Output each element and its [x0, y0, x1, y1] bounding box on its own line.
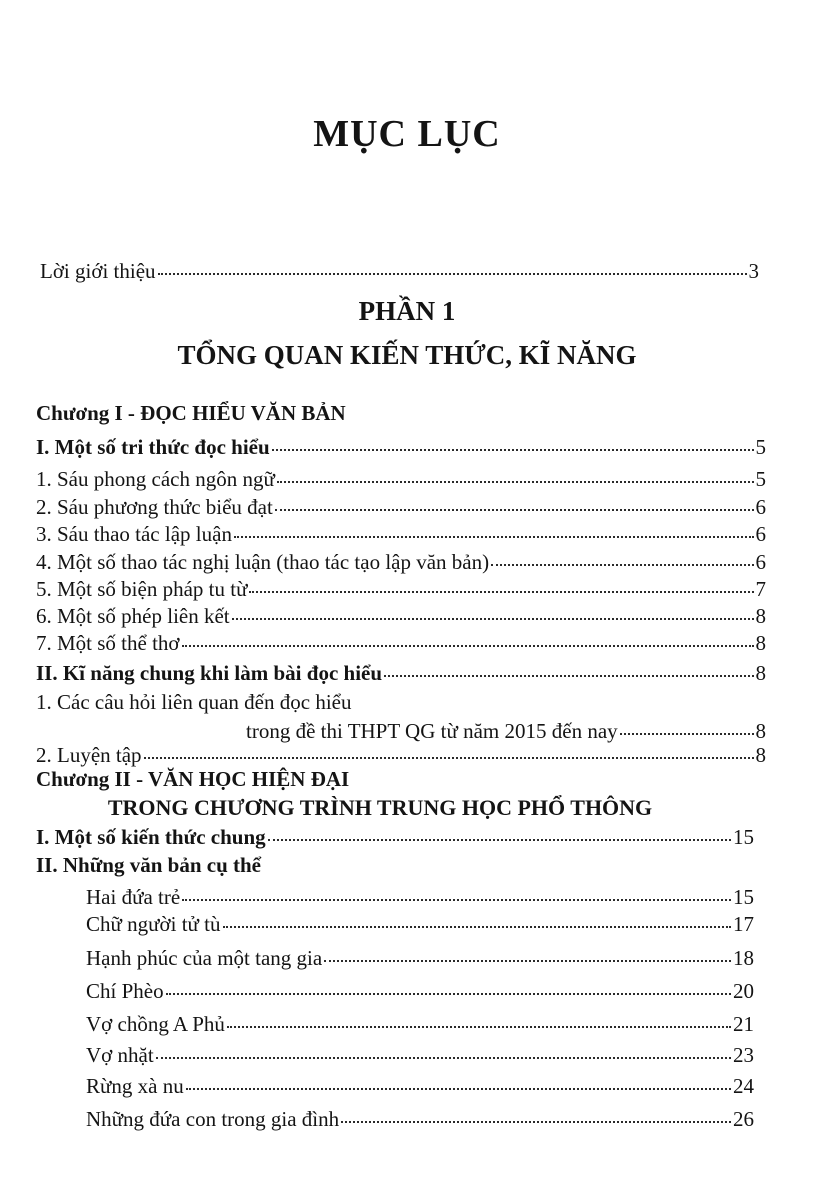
- toc-entry-page: 6: [755, 522, 766, 546]
- toc-entry-ch1-item2-1-line2[interactable]: [246, 718, 766, 744]
- toc-entry-page: 15: [733, 885, 754, 909]
- leader-dots: [186, 1088, 731, 1090]
- toc-entry-work[interactable]: [86, 978, 754, 1004]
- toc-entry-label: Hai đứa trẻ: [86, 885, 181, 909]
- leader-dots: [156, 1057, 731, 1059]
- toc-entry-ch1-item2-1-line1[interactable]: 1. Các câu hỏi liên quan đến đọc hiểu: [36, 690, 352, 714]
- toc-entry-label: Chí Phèo: [86, 979, 164, 1003]
- leader-dots: [144, 757, 754, 759]
- toc-entry-label: 3. Sáu thao tác lập luận: [36, 522, 232, 546]
- toc-entry-ch1-item[interactable]: [36, 466, 766, 492]
- leader-dots: [182, 645, 754, 647]
- leader-dots: [272, 449, 754, 451]
- toc-entry-page: 26: [733, 1107, 754, 1131]
- leader-dots: [234, 536, 754, 538]
- toc-entry-page: 5: [755, 435, 766, 459]
- chapter-2-subheading: TRONG CHƯƠNG TRÌNH TRUNG HỌC PHỔ THÔNG: [107, 795, 653, 820]
- leader-dots: [275, 509, 754, 511]
- toc-entry-label: 4. Một số thao tác nghị luận (thao tác tạo lập văn bản): [36, 550, 490, 574]
- toc-entry-page: 5: [755, 467, 766, 491]
- toc-entry-ch1-item[interactable]: [36, 603, 766, 629]
- toc-entry-intro[interactable]: [40, 258, 759, 284]
- toc-entry-page: 7: [755, 577, 766, 601]
- toc-entry-page: 8: [755, 631, 766, 655]
- toc-entry-page: 8: [755, 743, 766, 767]
- toc-entry-ch2-section1[interactable]: [36, 824, 754, 850]
- toc-entry-page: 3: [748, 259, 759, 283]
- toc-entry-label: Vợ chồng A Phủ: [86, 1012, 225, 1036]
- toc-entry-page: 8: [755, 661, 766, 685]
- toc-entry-label: II. Kĩ năng chung khi làm bài đọc hiểu: [36, 661, 383, 685]
- toc-entry-label: 6. Một số phép liên kết: [36, 604, 230, 628]
- toc-entry-ch1-item[interactable]: [36, 549, 766, 575]
- toc-entry-label: Rừng xà nu: [86, 1074, 184, 1098]
- toc-entry-ch1-item[interactable]: [36, 521, 766, 547]
- toc-entry-ch2-section2[interactable]: II. Những văn bản cụ thể: [36, 853, 262, 877]
- toc-entry-ch1-section1[interactable]: [36, 434, 766, 460]
- leader-dots: [384, 675, 753, 677]
- leader-dots: [227, 1026, 731, 1028]
- toc-entry-page: 21: [733, 1012, 754, 1036]
- toc-entry-label: 2. Sáu phương thức biểu đạt: [36, 495, 273, 519]
- toc-entry-label: Vợ nhặt: [86, 1043, 154, 1067]
- leader-dots: [158, 273, 747, 275]
- toc-entry-work[interactable]: [86, 1106, 754, 1132]
- leader-dots: [268, 839, 731, 841]
- toc-entry-label: trong đề thi THPT QG từ năm 2015 đến nay: [246, 719, 618, 743]
- leader-dots: [341, 1121, 731, 1123]
- chapter-1-heading: Chương I - ĐỌC HIỂU VĂN BẢN: [36, 401, 346, 425]
- leader-dots: [620, 733, 754, 735]
- toc-entry-label: 5. Một số biện pháp tu từ: [36, 577, 248, 601]
- toc-entry-label: I. Một số tri thức đọc hiểu: [36, 435, 270, 459]
- toc-entry-label: I. Một số kiến thức chung: [36, 825, 266, 849]
- leader-dots: [249, 591, 753, 593]
- part-number: PHẦN 1: [358, 296, 456, 326]
- toc-entry-page: 17: [733, 912, 754, 936]
- toc-entry-page: 24: [733, 1074, 754, 1098]
- toc-entry-ch1-section2[interactable]: [36, 660, 766, 686]
- toc-entry-ch1-item2-2[interactable]: [36, 742, 766, 768]
- leader-dots: [232, 618, 754, 620]
- toc-entry-work[interactable]: [86, 911, 754, 937]
- toc-entry-page: 18: [733, 946, 754, 970]
- toc-entry-work[interactable]: [86, 945, 754, 971]
- toc-entry-page: 20: [733, 979, 754, 1003]
- toc-entry-ch1-item[interactable]: [36, 630, 766, 656]
- part-name: TỔNG QUAN KIẾN THỨC, KĨ NĂNG: [177, 340, 637, 370]
- toc-entry-ch1-item[interactable]: [36, 494, 766, 520]
- toc-entry-work[interactable]: [86, 1073, 754, 1099]
- leader-dots: [324, 960, 731, 962]
- toc-entry-label: Chữ người tử tù: [86, 912, 221, 936]
- toc-entry-page: 8: [755, 604, 766, 628]
- leader-dots: [491, 564, 753, 566]
- toc-entry-label: 2. Luyện tập: [36, 743, 142, 767]
- chapter-2-heading: Chương II - VĂN HỌC HIỆN ĐẠI: [36, 767, 350, 791]
- toc-entry-label: 1. Sáu phong cách ngôn ngữ: [36, 467, 275, 491]
- leader-dots: [182, 899, 731, 901]
- toc-entry-ch1-item[interactable]: [36, 576, 766, 602]
- leader-dots: [277, 481, 754, 483]
- toc-entry-label: Những đứa con trong gia đình: [86, 1107, 340, 1131]
- toc-entry-label: Hạnh phúc của một tang gia: [86, 946, 323, 970]
- page-title: MỤC LỤC: [313, 113, 501, 155]
- toc-entry-label: 7. Một số thể thơ: [36, 631, 180, 655]
- toc-entry-page: 6: [755, 495, 766, 519]
- leader-dots: [223, 926, 731, 928]
- toc-entry-page: 15: [733, 825, 754, 849]
- toc-entry-page: 23: [733, 1043, 754, 1067]
- leader-dots: [166, 993, 731, 995]
- toc-entry-page: 8: [755, 719, 766, 743]
- toc-entry-work[interactable]: [86, 1042, 754, 1068]
- toc-entry-work[interactable]: [86, 884, 754, 910]
- toc-entry-page: 6: [755, 550, 766, 574]
- toc-entry-work[interactable]: [86, 1011, 754, 1037]
- toc-entry-label: Lời giới thiệu: [40, 259, 156, 283]
